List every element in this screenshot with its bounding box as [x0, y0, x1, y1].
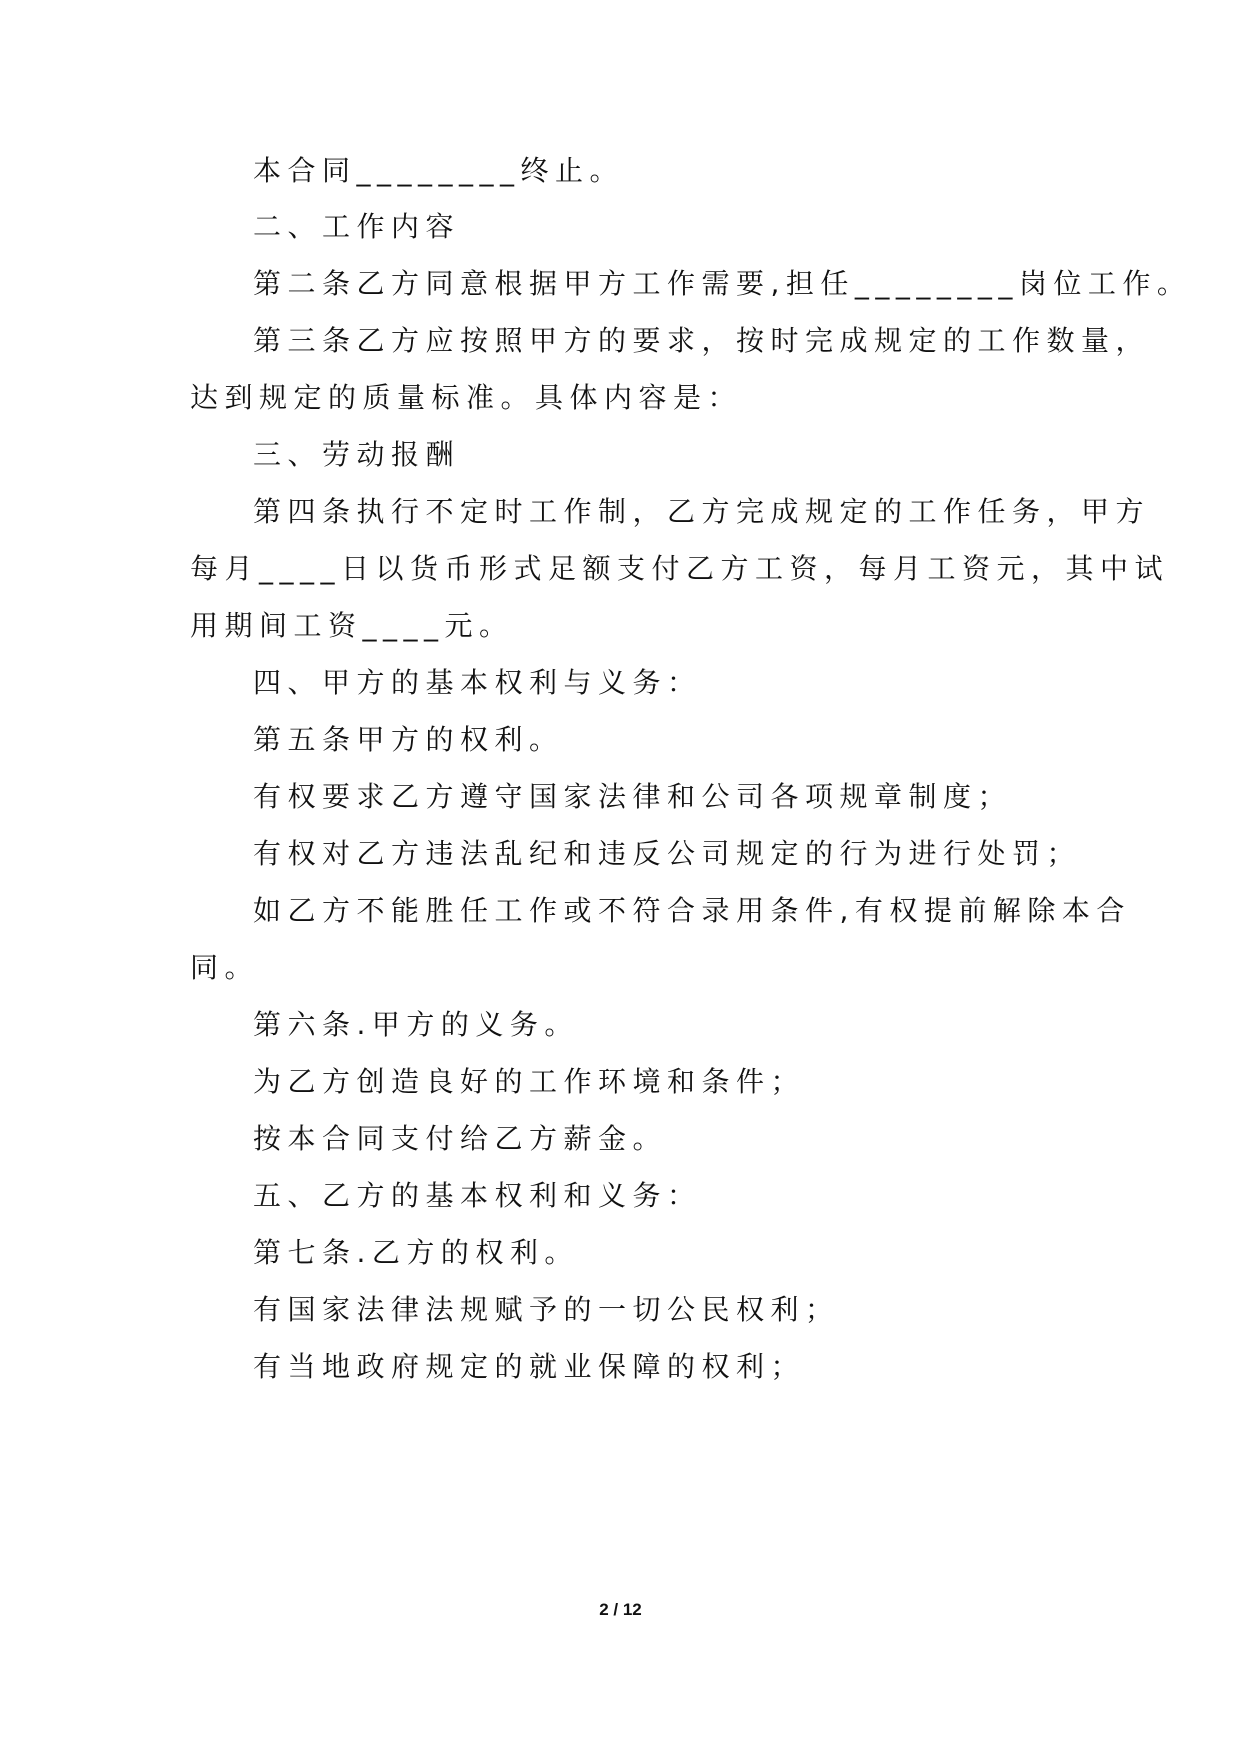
text-line: 为乙方创造良好的工作环境和条件； — [253, 1065, 806, 1098]
section-heading: 四、甲方的基本权利与义务： — [253, 666, 702, 699]
text-line: 第六条.甲方的义务。 — [253, 1008, 579, 1041]
text-line: 第二条乙方同意根据甲方工作需要,担任________岗位工作。 — [253, 267, 1192, 300]
section-heading: 五、乙方的基本权利和义务： — [253, 1179, 702, 1212]
text-line: 有权对乙方违法乱纪和违反公司规定的行为进行处罚； — [253, 837, 1082, 870]
text-line: 有当地政府规定的就业保障的权利； — [253, 1350, 806, 1383]
text-line: 有权要求乙方遵守国家法律和公司各项规章制度； — [253, 780, 1013, 813]
text-line: 本合同________终止。 — [253, 154, 625, 187]
section-heading: 三、劳动报酬 — [253, 438, 461, 471]
text-line: 同。 — [190, 951, 260, 984]
text-line: 每月____日以货币形式足额支付乙方工资，每月工资元，其中试 — [190, 552, 1170, 585]
text-line: 第五条甲方的权利。 — [253, 723, 564, 756]
text-line: 第四条执行不定时工作制，乙方完成规定的工作任务，甲方 — [253, 495, 1151, 528]
section-heading: 二、工作内容 — [253, 210, 461, 243]
text-line: 第三条乙方应按照甲方的要求，按时完成规定的工作数量， — [253, 324, 1151, 357]
text-line: 有国家法律法规赋予的一切公民权利； — [253, 1293, 840, 1326]
page-number: 2 / 12 — [599, 1600, 642, 1619]
text-line: 按本合同支付给乙方薪金。 — [253, 1122, 668, 1155]
text-line: 用期间工资____元。 — [190, 609, 514, 642]
text-line: 第七条.乙方的权利。 — [253, 1236, 579, 1269]
text-line: 如乙方不能胜任工作或不符合录用条件,有权提前解除本合 — [253, 894, 1131, 927]
text-line: 达到规定的质量标准。具体内容是： — [190, 381, 743, 414]
